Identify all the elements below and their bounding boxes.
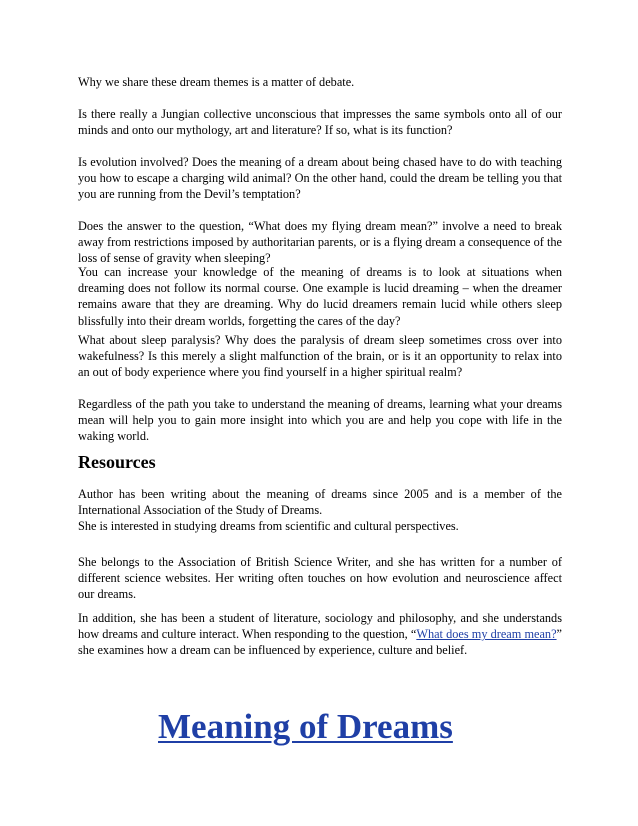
paragraph-literature xyxy=(78,610,562,659)
paragraph-author: Author has been writing about the meaning of dreams since 2005 and is a member of the International Association of the Study of Dreams. xyxy=(78,487,562,518)
resources-heading: Resources xyxy=(78,452,156,472)
paragraph-evolution: Is evolution involved? Does the meaning of a dream about being chased have to do with teaching you how to escape a charging wild animal? On the other hand, could the dream be telling you that you are running from the Devil’s temptation? xyxy=(78,155,562,202)
paragraph-lucid-dreaming: You can increase your knowledge of the meaning of dreams is to look at situations when dreaming does not follow its normal course. One example is lucid dreaming – when the dreamer remains aware that they are dreaming. Why do lucid dreamers remain lucid while others sleep blissfully into their dream worlds, forgetting the cares of the day? xyxy=(78,265,562,328)
paragraph-regardless: Regardless of the path you take to understand the meaning of dreams, learning what your dreams mean will help you to gain more insight into which you are and help you cope with life in the waking world. xyxy=(78,397,562,444)
meaning-of-dreams-title-link[interactable]: Meaning of Dreams xyxy=(158,707,453,746)
dream-meaning-link[interactable]: What does my dream mean? xyxy=(416,627,557,642)
paragraph-literature-tail: ” she examines how a dream can be influenced by experience, culture and belief. xyxy=(78,627,563,658)
paragraph-flying-dream: Does the answer to the question, “What does my flying dream mean?” involve a need to break away from restrictions imposed by authoritarian parents, or is a flying dream a consequence of the loss of sense of gravity when sleeping? xyxy=(78,219,562,266)
paragraph-literature-text: In addition, she has been a student of literature, sociology and philosophy, and she understands how dreams and culture interact. When responding to the question, “ xyxy=(78,611,562,642)
paragraph-british-science: She belongs to the Association of British Science Writer, and she has written for a number of different science websites. Her writing often touches on how evolution and neuroscience affect our dreams. xyxy=(78,555,562,602)
paragraph-debate: Why we share these dream themes is a matter of debate. xyxy=(78,75,355,89)
paragraph-interests: She is interested in studying dreams from scientific and cultural perspectives. xyxy=(78,519,459,533)
paragraph-jungian: Is there really a Jungian collective unconscious that impresses the same symbols onto all of our minds and onto our mythology, art and literature? If so, what is its function? xyxy=(78,107,562,138)
paragraph-sleep-paralysis: What about sleep paralysis? Why does the paralysis of dream sleep sometimes cross over into wakefulness? Is this merely a slight malfunction of the brain, or is it an opportunity to relax into an out of body experience where you find yourself in a higher spiritual realm? xyxy=(78,333,562,380)
